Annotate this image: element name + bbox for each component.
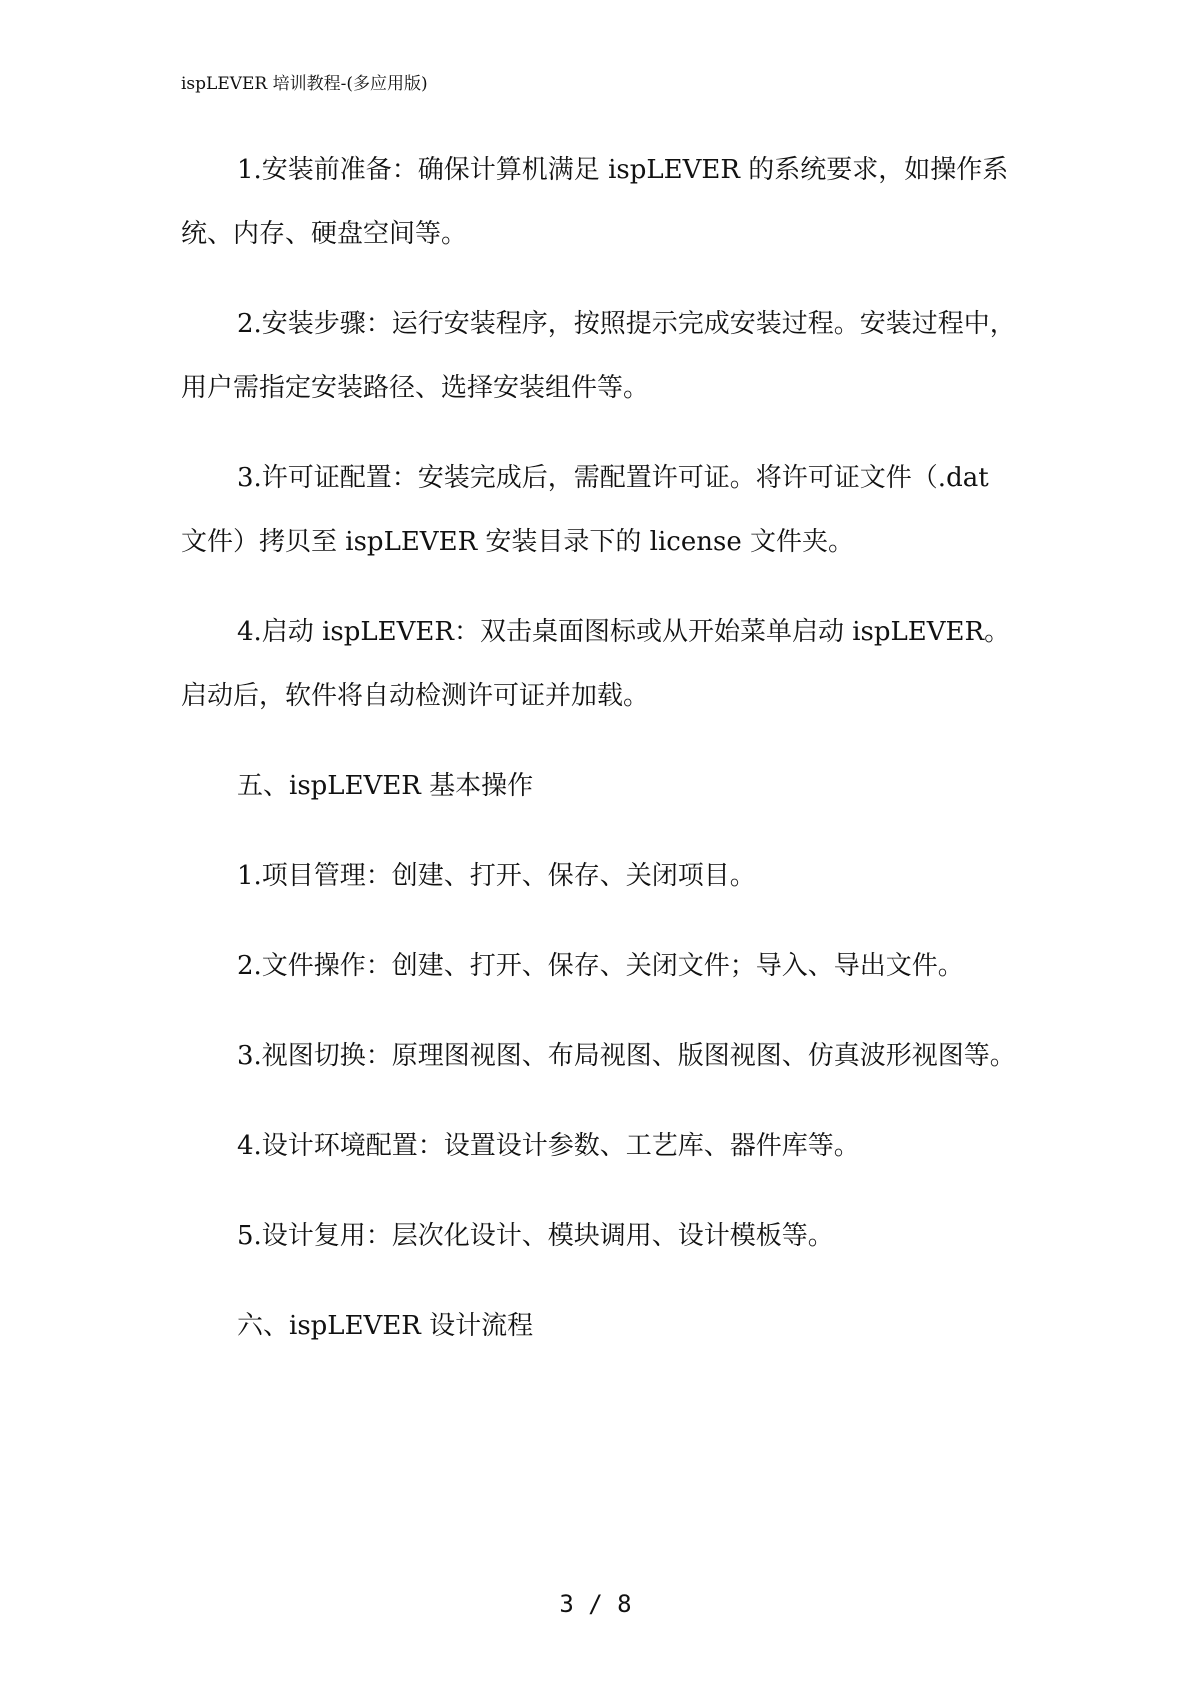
section-heading-basic-operations: 五、ispLEVER 基本操作 [237, 771, 534, 801]
section-heading-design-flow: 六、ispLEVER 设计流程 [237, 1311, 534, 1341]
paragraph-file-operations: 2.文件操作：创建、打开、保存、关闭文件；导入、导出文件。 [237, 951, 964, 981]
paragraph-design-reuse: 5.设计复用：层次化设计、模块调用、设计模板等。 [237, 1221, 834, 1251]
document-body [181, 138, 1019, 1358]
paragraph-environment-config: 4.设计环境配置：设置设计参数、工艺库、器件库等。 [237, 1131, 860, 1161]
paragraph-launch: 4.启动 ispLEVER：双击桌面图标或从开始菜单启动 ispLEVER。启动后，软件将自动检测许可证并加载。 [181, 617, 1011, 711]
paragraph-install-steps: 2.安装步骤：运行安装程序，按照提示完成安装过程。安装过程中，用户需指定安装路径、选择安装组件等。 [181, 309, 1016, 403]
paragraph-install-prep: 1.安装前准备：确保计算机满足 ispLEVER 的系统要求，如操作系统、内存、硬盘空间等。 [181, 155, 1009, 249]
page-number: 3 / 8 [559, 1590, 632, 1618]
paragraph-project-management: 1.项目管理：创建、打开、保存、关闭项目。 [237, 861, 756, 891]
paragraph-view-switching: 3.视图切换：原理图视图、布局视图、版图视图、仿真波形视图等。 [237, 1041, 1016, 1071]
paragraph-license-config: 3.许可证配置：安装完成后，需配置许可证。将许可证文件（.dat 文件）拷贝至 ispLEVER 安装目录下的 license 文件夹。 [181, 463, 989, 557]
page-header: ispLEVER 培训教程-(多应用版) [181, 74, 428, 94]
